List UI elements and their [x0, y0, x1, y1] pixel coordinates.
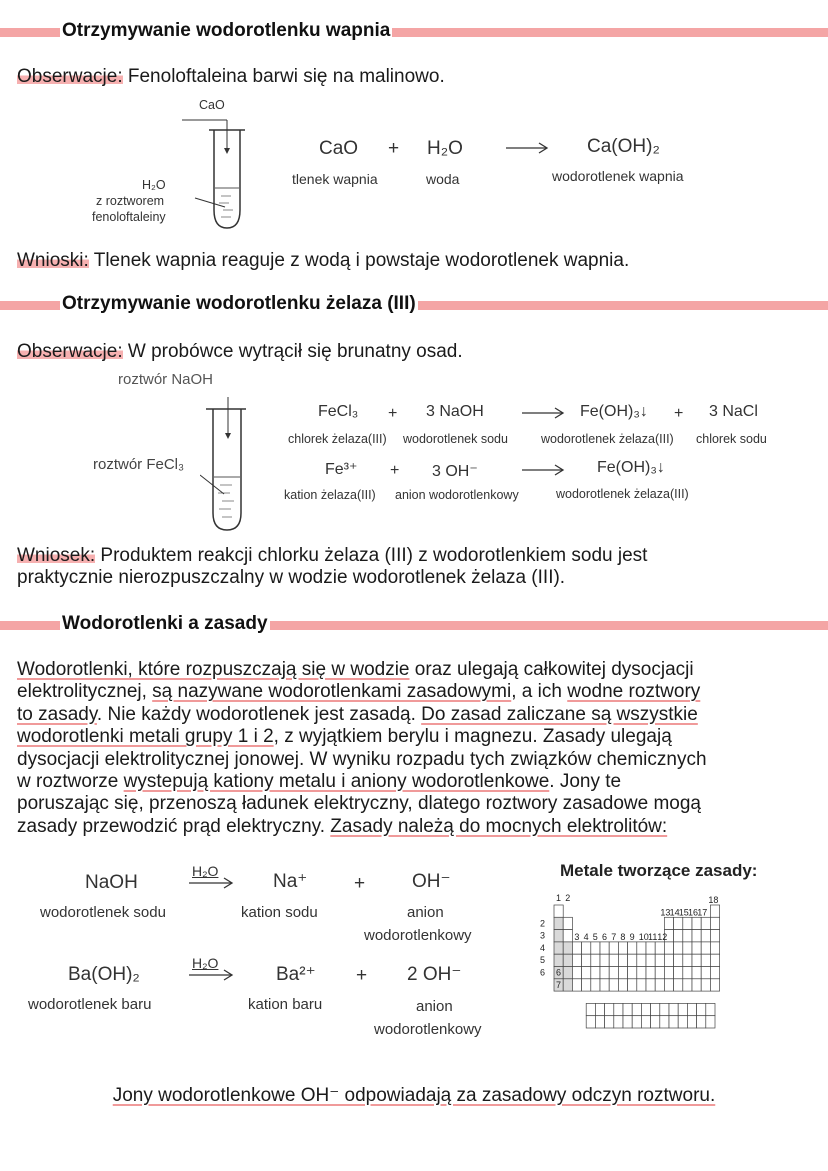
ptable-cell: [683, 917, 692, 929]
ptable-cell: [674, 979, 683, 991]
ptable-cell: [572, 954, 581, 966]
eqA-reactant: NaOH: [85, 872, 138, 893]
eq2b-arrow-icon: [522, 462, 566, 478]
diagram2-top-label: roztwór NaOH: [118, 371, 214, 388]
eqB-p1: Ba²⁺: [276, 964, 316, 985]
ptable-cell: [655, 979, 664, 991]
ptable-cell: [591, 954, 600, 966]
eqB-p1-name: kation baru: [248, 996, 323, 1013]
eqB-arrow-icon: [189, 968, 235, 982]
para-line-8: zasady przewodzić prąd elektryczny. Zasady należą do mocnych elektrolitów:: [17, 815, 668, 837]
eq2b-r2: 3 OH⁻: [432, 463, 478, 480]
ptable-cell: [591, 942, 600, 954]
ptable-cell: [563, 917, 572, 929]
eqA-p1: Na⁺: [273, 871, 308, 892]
section3-title: Wodorotlenki a zasady: [62, 613, 268, 634]
ptable-group-label: 4: [583, 931, 589, 942]
eqB-p2: 2 OH⁻: [407, 964, 462, 985]
ptable-cell: [669, 1016, 678, 1028]
section2-conclusion: [17, 545, 647, 589]
ptable-cell: [674, 930, 683, 942]
ptable-period-label: 3: [540, 930, 546, 941]
eq1-reactant1: CaO: [319, 138, 359, 159]
ptable-cell: [664, 942, 673, 954]
eq2a-r1-name: chlorek żelaza(III): [288, 432, 387, 446]
ptable-cell: [614, 1003, 623, 1015]
ptable-cell: [582, 942, 591, 954]
eqA-plus: +: [354, 873, 366, 894]
ptable-cell: [701, 930, 710, 942]
section2-title: Otrzymywanie wodorotlenku żelaza (III): [62, 293, 416, 314]
ptable-cell: [609, 967, 618, 979]
diagram2-side-label: roztwór FeCl₃: [93, 456, 185, 473]
ptable-group-label: 17: [697, 907, 708, 918]
diagram1-side-label-2: z roztworem: [96, 194, 165, 208]
ptable-cell: [710, 954, 719, 966]
eqB-arrow-label: H₂O: [192, 955, 219, 971]
ptable-cell: [678, 1016, 687, 1028]
ptable-cell: [618, 942, 627, 954]
ptable-cell: [683, 979, 692, 991]
ptable-cell: [618, 954, 627, 966]
ptable-cell: [641, 1003, 650, 1015]
eqA-p1-name: kation sodu: [241, 904, 318, 921]
diagram1-side-label-3: fenoloftaleiny: [92, 210, 166, 224]
ptable-group-label: 3: [574, 931, 580, 942]
ptable-cell: [632, 1016, 641, 1028]
eq2a-r1: FeCl₃: [318, 403, 359, 420]
ptable-cell: [664, 967, 673, 979]
para-line-3: to zasady. Nie każdy wodorotlenek jest zasadą. Do zasad zaliczane są wszystkie: [17, 703, 698, 725]
ptable-cell: [595, 1003, 604, 1015]
ptable-cell: [637, 942, 646, 954]
eq2b-plus: +: [390, 462, 400, 479]
ptable-cell: [554, 954, 563, 966]
ptable-cell: [554, 905, 563, 917]
ptable-cell: [683, 930, 692, 942]
eqA-arrow-icon: [189, 876, 235, 890]
ptable-cell: [628, 979, 637, 991]
para-line-7: poruszając się, przenoszą ładunek elektryczny, dlatego roztwory zasadowe mogą: [17, 793, 701, 815]
concl2-label: Wniosek:: [17, 545, 96, 566]
eq1-reactant1-name: tlenek wapnia: [292, 171, 378, 187]
para-line-6: w roztworze wystepują kationy metalu i aniony wodorotlenkowe. Jony te: [17, 771, 622, 793]
ptable-period-label: 6: [556, 967, 562, 978]
periodic-table-diagram: [536, 888, 786, 1040]
ptable-cell: [554, 930, 563, 942]
ptable-cell: [563, 979, 572, 991]
ptable-cell: [683, 967, 692, 979]
ptable-cell: [563, 967, 572, 979]
ptable-cell: [674, 942, 683, 954]
section2-observations: [17, 341, 463, 363]
ptable-group-label: 18: [708, 895, 719, 905]
ptable-cell: [674, 954, 683, 966]
ptable-cell: [687, 1016, 696, 1028]
ptable-group-label: 14: [669, 907, 680, 918]
concl2-line1: Produktem reakcji chlorku żelaza (III) z wodorotlenkiem sodu jest: [95, 545, 648, 566]
ptable-cell: [623, 1016, 632, 1028]
ptable-cell: [664, 979, 673, 991]
section3-paragraph: [17, 659, 817, 838]
ptable-cell: [628, 954, 637, 966]
ptable-cell: [637, 979, 646, 991]
ptable-group-label: 10: [638, 931, 649, 942]
eqB-p2-name-2: wodorotlenkowy: [374, 1021, 482, 1038]
ptable-period-label: 6: [540, 967, 546, 978]
ptable-group-label: 5: [592, 931, 598, 942]
ptable-group-label: 16: [688, 907, 699, 918]
ptable-cell: [582, 967, 591, 979]
ptable-cell: [692, 930, 701, 942]
footer-statement: Jony wodorotlenkowe OH⁻ odpowiadają za zasadowy odczyn roztworu.: [112, 1085, 716, 1106]
ptable-period-label: 5: [540, 955, 546, 966]
ptable-cell: [628, 942, 637, 954]
eq1-arrow-icon: [506, 140, 550, 156]
ptable-group-label: 2: [565, 893, 571, 903]
concl-text: Tlenek wapnia reaguje z wodą i powstaje wodorotlenek wapnia.: [88, 250, 630, 271]
ptable-group-label: 7: [611, 931, 617, 942]
eq2b-p1: Fe(OH)₃↓: [597, 459, 665, 476]
ptable-cell: [683, 954, 692, 966]
obs2-text: W probówce wytrącił się brunatny osad.: [122, 341, 463, 362]
ptable-cell: [710, 930, 719, 942]
ptable-cell: [609, 954, 618, 966]
eq2b-p1-name: wodorotlenek żelaza(III): [556, 487, 689, 501]
ptable-cell: [637, 967, 646, 979]
section1-observations: [17, 66, 445, 88]
ptable-cell: [710, 942, 719, 954]
ptable-cell: [591, 979, 600, 991]
ptable-group-label: 1: [556, 893, 562, 903]
ptable-cell: [646, 967, 655, 979]
ptable-group-label: 15: [678, 907, 689, 918]
ptable-cell: [586, 1016, 595, 1028]
ptable-cell: [655, 942, 664, 954]
ptable-cell: [692, 967, 701, 979]
eq2b-r1-name: kation żelaza(III): [284, 488, 376, 502]
ptable-period-label: 2: [540, 918, 546, 929]
eqA-p2: OH⁻: [412, 871, 451, 892]
ptable-cell: [600, 979, 609, 991]
para-line-2: elektrolitycznej, są nazywane wodorotlenkami zasadowymi, a ich wodne roztwory: [17, 681, 701, 703]
ptable-cell: [609, 979, 618, 991]
ptable-cell: [618, 967, 627, 979]
ptable-cell: [618, 979, 627, 991]
ptable-cell: [710, 917, 719, 929]
ptable-cell: [655, 967, 664, 979]
ptable-cell: [595, 1016, 604, 1028]
para-line-4: wodorotlenki metali grupy 1 i 2, z wyjątkiem berylu i magnezu. Zasady ulegają: [17, 726, 672, 748]
ptable-cell: [600, 967, 609, 979]
ptable-cell: [674, 967, 683, 979]
para-line-5: dysocjacji elektrolitycznej jonowej. W wyniku rozpadu tych związków chemicznych: [17, 748, 707, 770]
eq2a-p2: 3 NaCl: [709, 403, 758, 420]
ptable-cell: [701, 967, 710, 979]
eq1-plus: +: [388, 138, 400, 159]
ptable-cell: [572, 979, 581, 991]
ptable-cell: [609, 942, 618, 954]
ptable-cell: [710, 979, 719, 991]
ptable-cell: [701, 942, 710, 954]
ptable-cell: [692, 942, 701, 954]
ptable-cell: [660, 1003, 669, 1015]
eq1-reactant2-name: woda: [426, 171, 460, 187]
eq2a-plus2: +: [674, 405, 684, 422]
ptable-cell: [692, 954, 701, 966]
ptable-cell: [572, 942, 581, 954]
ptable-cell: [563, 942, 572, 954]
ptable-cell: [614, 1016, 623, 1028]
ptable-cell: [554, 917, 563, 929]
eqA-p2-name-1: anion: [407, 904, 444, 921]
ptable-group-label: 6: [602, 931, 608, 942]
eqA-p2-name-2: wodorotlenkowy: [364, 927, 472, 944]
test-tube-diagram-1: [175, 110, 255, 240]
ptable-cell: [655, 954, 664, 966]
ptable-group-label: 8: [620, 931, 626, 942]
diagram1-top-label: CaO: [199, 98, 225, 112]
ptable-cell: [651, 1016, 660, 1028]
section1-conclusions: [17, 250, 629, 272]
ptable-cell: [605, 1003, 614, 1015]
eqA-r-name: wodorotlenek sodu: [40, 904, 166, 921]
obs2-label: Obserwacje:: [17, 341, 123, 362]
eq2a-r2-name: wodorotlenek sodu: [403, 432, 508, 446]
ptable-group-label: 13: [660, 907, 671, 918]
ptable-cell: [600, 954, 609, 966]
ptable-cell: [692, 979, 701, 991]
eq1-product-name: wodorotlenek wapnia: [552, 168, 684, 184]
ptable-cell: [582, 979, 591, 991]
obs-text: Fenoloftaleina barwi się na malinowo.: [122, 66, 445, 87]
ptable-cell: [641, 1016, 650, 1028]
ptable-cell: [623, 1003, 632, 1015]
eq2b-r1: Fe³⁺: [325, 461, 358, 478]
ptable-cell: [605, 1016, 614, 1028]
eqB-reactant: Ba(OH)₂: [68, 964, 140, 985]
ptable-cell: [710, 967, 719, 979]
ptable-cell: [697, 1016, 706, 1028]
ptable-cell: [591, 967, 600, 979]
ptable-cell: [646, 954, 655, 966]
ptable-cell: [706, 1003, 715, 1015]
eq2b-r2-name: anion wodorotlenkowy: [395, 488, 519, 502]
ptable-cell: [637, 954, 646, 966]
eqB-p2-name-1: anion: [416, 998, 453, 1015]
ptable-title: Metale tworzące zasady:: [560, 861, 758, 880]
ptable-cell: [706, 1016, 715, 1028]
eq2a-plus1: +: [388, 405, 398, 422]
ptable-period-label: 4: [540, 942, 546, 953]
ptable-cell: [664, 917, 673, 929]
test-tube-diagram-2: [200, 395, 260, 535]
eq2a-arrow-icon: [522, 405, 566, 421]
ptable-cell: [692, 917, 701, 929]
eq2a-p1-name: wodorotlenek żelaza(III): [541, 432, 674, 446]
ptable-cell: [683, 942, 692, 954]
ptable-cell: [701, 917, 710, 929]
ptable-cell: [554, 942, 563, 954]
ptable-cell: [678, 1003, 687, 1015]
eq1-product: Ca(OH)₂: [587, 136, 660, 157]
ptable-group-label: 12: [657, 931, 668, 942]
concl2-line2: praktycznie nierozpuszczalny w wodzie wodorotlenek żelaza (III).: [17, 567, 566, 588]
ptable-cell: [660, 1016, 669, 1028]
eq2a-p2-name: chlorek sodu: [696, 432, 767, 446]
ptable-cell: [563, 954, 572, 966]
ptable-cell: [628, 967, 637, 979]
ptable-group-label: 9: [629, 931, 635, 942]
ptable-cell: [632, 1003, 641, 1015]
diagram1-side-label-1: H₂O: [142, 178, 166, 192]
ptable-cell: [669, 1003, 678, 1015]
ptable-cell: [646, 979, 655, 991]
obs-label: Obserwacje:: [17, 66, 123, 87]
ptable-cell: [701, 979, 710, 991]
eq2a-r2: 3 NaOH: [426, 403, 484, 420]
ptable-period-label: 7: [556, 979, 562, 990]
ptable-cell: [563, 930, 572, 942]
ptable-cell: [674, 917, 683, 929]
concl-label: Wnioski:: [17, 250, 89, 271]
eqA-arrow-label: H₂O: [192, 863, 219, 879]
ptable-cell: [701, 954, 710, 966]
ptable-cell: [651, 1003, 660, 1015]
ptable-cell: [664, 954, 673, 966]
ptable-cell: [582, 954, 591, 966]
ptable-cell: [572, 967, 581, 979]
eq2a-p1: Fe(OH)₃↓: [580, 403, 648, 420]
ptable-cell: [687, 1003, 696, 1015]
eqB-plus: +: [356, 965, 368, 986]
ptable-cell: [697, 1003, 706, 1015]
section1-title: Otrzymywanie wodorotlenku wapnia: [62, 20, 391, 41]
ptable-cell: [586, 1003, 595, 1015]
ptable-cell: [646, 942, 655, 954]
eqB-r-name: wodorotlenek baru: [28, 996, 152, 1013]
ptable-group-label: 11: [648, 931, 658, 942]
ptable-cell: [710, 905, 719, 917]
para-line-1: Wodorotlenki, które rozpuszczają się w wodzie oraz ulegają całkowitej dysocjacji: [17, 659, 694, 680]
eq1-reactant2: H₂O: [427, 138, 463, 159]
ptable-cell: [600, 942, 609, 954]
